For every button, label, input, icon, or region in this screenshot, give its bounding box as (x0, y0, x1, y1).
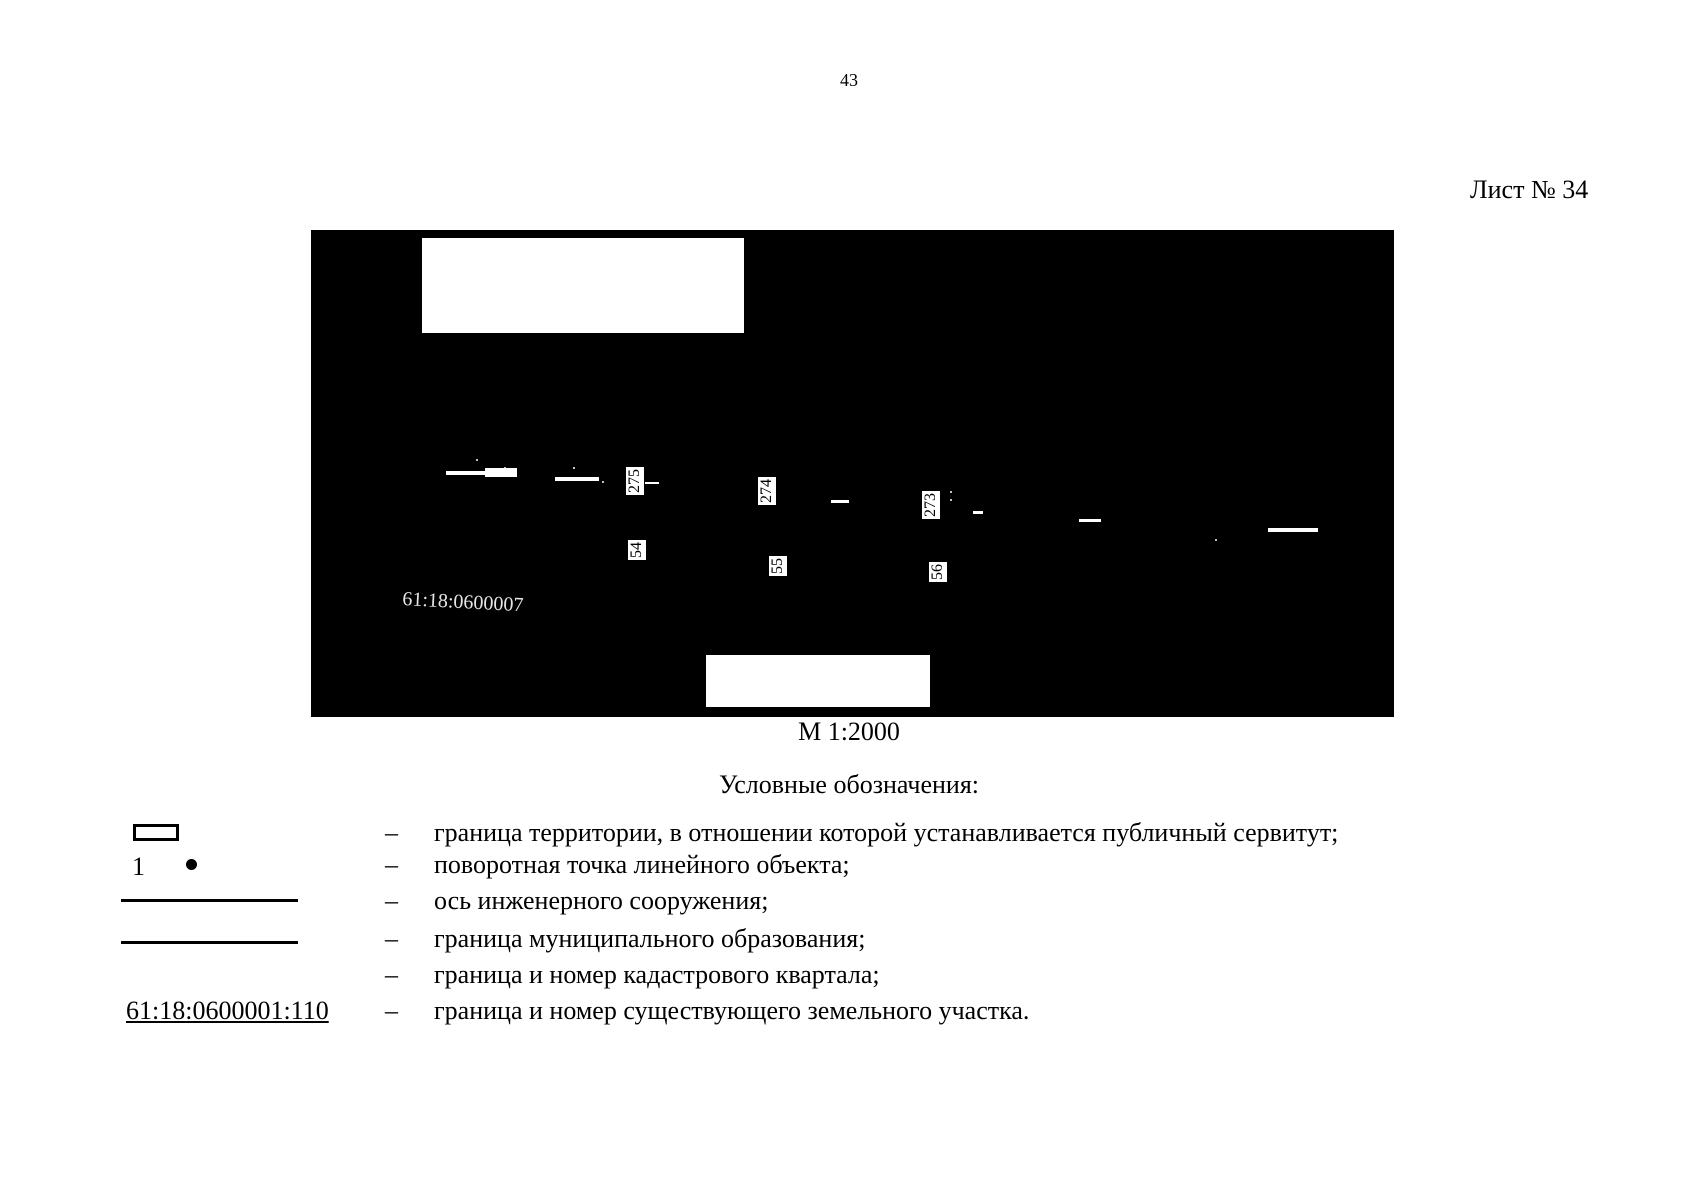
legend-dash: – (385, 996, 398, 1025)
scale-label: М 1:2000 (798, 717, 900, 746)
map-image (311, 230, 1394, 717)
turning-point-label: 273 (921, 490, 941, 520)
legend-text: граница и номер существующего земельного участка. (434, 996, 1030, 1025)
turning-point-label: 56 (928, 561, 948, 583)
map-line-fragment (1268, 528, 1318, 532)
legend-text: граница муниципального образования; (434, 924, 866, 953)
turning-point-dot-symbol (186, 859, 197, 870)
servitude-boundary-symbol (133, 824, 179, 841)
map-line-fragment (831, 500, 849, 503)
legend-text: ось инженерного сооружения; (434, 886, 769, 915)
turning-point-label: 54 (627, 539, 647, 561)
map-line-fragment (446, 471, 486, 475)
turning-point-label: 275 (625, 466, 645, 496)
legend-item (0, 886, 1698, 922)
map-line-fragment (555, 477, 599, 481)
legend-item (0, 996, 1698, 1032)
map-noise (476, 459, 1292, 541)
legend-dash: – (385, 850, 398, 879)
redaction-box-bottom (706, 655, 930, 707)
map-line-fragment (1079, 519, 1101, 522)
legend (0, 818, 1698, 1048)
map-line-fragment (485, 468, 517, 477)
turning-point-label: 55 (768, 555, 788, 577)
page-number: 43 (840, 70, 858, 90)
legend-heading: Условные обозначения: (718, 770, 980, 799)
legend-dash: – (385, 818, 398, 847)
legend-text: граница и номер кадастрового квартала; (434, 960, 880, 989)
redaction-box-top (422, 238, 744, 333)
legend-item (0, 924, 1698, 960)
legend-item (0, 850, 1698, 886)
legend-item (0, 960, 1698, 996)
engineering-axis-line-symbol (121, 899, 298, 902)
legend-dash: – (385, 924, 398, 953)
parcel-number-symbol: 61:18:0600001:110 (126, 996, 329, 1025)
turning-point-label: 274 (757, 476, 777, 506)
legend-item (0, 818, 1698, 854)
legend-text: поворотная точка линейного объекта; (434, 850, 850, 879)
turning-point-number: 1 (132, 852, 145, 881)
sheet-label: Лист № 34 (1470, 175, 1589, 204)
legend-dash: – (385, 960, 398, 989)
cadastral-quarter-label: 61:18:0600007 (401, 588, 524, 617)
legend-dash: – (385, 886, 398, 915)
map-line-fragment (973, 511, 983, 514)
municipal-boundary-line-symbol (121, 941, 298, 944)
legend-text: граница территории, в отношении которой устанавливается публичный сервитут; (434, 818, 1339, 847)
